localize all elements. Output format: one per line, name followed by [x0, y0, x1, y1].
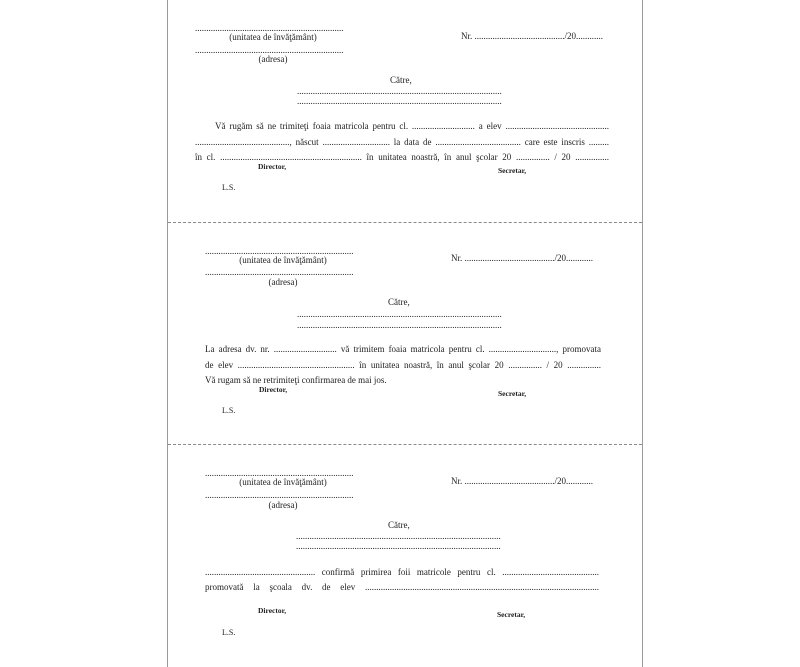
- address-label: (adresa): [268, 500, 298, 510]
- address-dots: ..................................................................: [205, 267, 354, 277]
- recipient-dots-1: ...........................................................................................: [297, 309, 502, 319]
- registration-number: Nr. ......................................../20............: [461, 31, 604, 41]
- body-line: ................................................. confirmă primirea foii matricole pentru cl. ...........................................: [205, 567, 599, 577]
- body-line: Vă rugam să ne retrimiteţi confirmarea de mai jos.: [205, 375, 387, 385]
- body-line: La adresa dv. nr. ............................ vă trimitem foaia matricola pentru cl. .............................., promovata: [205, 344, 601, 354]
- director-label: Director,: [258, 606, 287, 615]
- secretary-label: Secretar,: [498, 166, 527, 175]
- unit-dots: ..................................................................: [205, 468, 354, 478]
- to-label: Către,: [388, 520, 410, 530]
- seal-label: L.S.: [222, 628, 236, 637]
- to-label: Către,: [390, 75, 412, 85]
- unit-label: (unitatea de învăţământ): [239, 255, 327, 265]
- body-line: .........................................., născut .............................. la data de ...................................... care este inscris .........: [195, 137, 609, 147]
- address-dots: ..................................................................: [205, 490, 354, 500]
- director-label: Director,: [259, 385, 288, 394]
- address-label: (adresa): [258, 54, 288, 64]
- unit-label: (unitatea de învăţământ): [239, 477, 327, 487]
- address-dots: ..................................................................: [195, 45, 344, 55]
- cut-line-1: [168, 222, 642, 223]
- registration-number: Nr. ......................................../20............: [451, 253, 594, 263]
- unit-dots: ..................................................................: [205, 246, 354, 256]
- secretary-label: Secretar,: [498, 389, 527, 398]
- to-label: Către,: [388, 297, 410, 307]
- body-line: Vă rugăm să ne trimiteţi foaia matricola pentru cl. ............................ a elev ..............................................: [215, 121, 609, 131]
- director-label: Director,: [258, 162, 287, 171]
- cut-line-2: [168, 444, 642, 445]
- address-label: (adresa): [268, 277, 298, 287]
- recipient-dots-2: ...........................................................................................: [296, 541, 501, 551]
- recipient-dots-2: ...........................................................................................: [297, 96, 502, 106]
- seal-label: L.S.: [222, 183, 236, 192]
- unit-label: (unitatea de învăţământ): [229, 32, 317, 42]
- recipient-dots-2: ...........................................................................................: [297, 320, 502, 330]
- body-line: promovată la şcoala dv. de elev ........................................................................................................: [205, 582, 599, 592]
- unit-dots: ..................................................................: [195, 23, 344, 33]
- recipient-dots-1: ...........................................................................................: [296, 531, 501, 541]
- seal-label: L.S.: [222, 406, 236, 415]
- secretary-label: Secretar,: [497, 610, 526, 619]
- registration-number: Nr. ......................................../20............: [451, 476, 594, 486]
- recipient-dots-1: ...........................................................................................: [297, 86, 502, 96]
- body-line: în cl. ............................................................... în unitatea noastră, în anul şcolar 20 ............... / 20 ...............: [195, 152, 609, 162]
- body-line: de elev .................................................... în unitatea noastră, în anul şcolar 20 ............... / 20 ...............: [205, 360, 601, 370]
